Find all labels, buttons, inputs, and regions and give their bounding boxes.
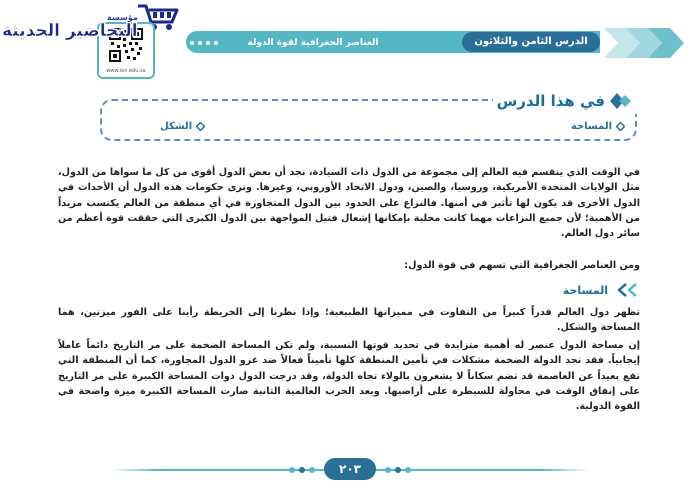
lesson-topic-label: الشكل [160,120,193,132]
lesson-topic-item [571,117,625,135]
diamond-bullet-icon [610,93,632,109]
lesson-topic-label: المساحة [570,120,612,132]
in-this-lesson-title: في هذا الدرس [496,92,605,110]
small-diamond-icon [616,122,625,131]
lead-question: ومن العناصر الجغرافية التي تسهم في قوة الدول: [404,260,640,271]
intro-paragraph: في الوقت الذي ينقسم فيه العالم إلى مجموعة من الدول ذات السيادة، نجد أن بعض الدول أقوى من كل ما سواها من الدول، مثل الولايات المتحدة الأمريكية، وروسيا، والصين، ودول الاتحاد الأوروبي، وغيرها. وترى حكومات هذه الدول أن الأحداث في الدول الأخرى قد يكون لها تأثير في أمنها. فالنزاع على الحدود بين الدول المتجاورة في أي منطقة من العالم يكتسب مزيداً من الأهمية؛ لأن جميع النزاعات مهما كانت محلية بإمكانها إشعال فتيل المواجهة بين الدول الكبرى التي حققت قوة أعظم من سائر دول العالم. [58,167,640,240]
lesson-topic-item [160,117,205,135]
section-paragraph-2: إن مساحة الدول عنصر له أهمية متزايدة في تحديد قوتها النسبية، ولم تكن المساحة الضخمة على مر التاريخ دائماً عاملاً إيجابياً. فقد تجد الدولة الضخمة مشكلات في تأمين المنطقة كلها تأميناً فعالاً ضد غزو الدول المجاورة، كما أن المنطقة التي تقع بعيداً عن العاصمة قد تضم سكاناً لا يشعرون بالولاء تجاه الدولة، وقد درجت الدول ذوات المساحة الكبيرة على مر التاريخ على إنفاق الوقت في محاولة للسيطرة على أراضيها. وبعد الحرب العالمية الثانية صارت المساحة الكبيرة ميزة واضحة في القوة الدولية. [58,340,640,413]
header-dots-decoration [188,40,228,46]
qr-url: www.ien.edu.sa [106,68,146,74]
lesson-number-pill: الدرس الثامن والثلاثون [462,32,600,52]
in-this-lesson-heading [493,88,638,114]
header-topic-title: العناصر الجغرافية لقوة الدولة [247,38,379,48]
lesson-topics-list [160,117,625,135]
section-heading [563,283,640,297]
corner-chevron-decoration [596,22,686,64]
double-chevron-icon [614,283,640,297]
footer-dots-decoration [286,465,318,475]
footer-dots-decoration [382,465,414,475]
watermark-main-text: التحاضير الحديثة [2,21,138,41]
small-diamond-icon [196,122,205,131]
section-title: المساحة [562,283,608,297]
watermark-logo [0,0,185,74]
page-number: ٢٠٣ [324,458,376,480]
section-paragraph-1: تظهر دول العالم قدراً كبيراً من التفاوت في مميزاتها الطبيعية؛ وإذا نظرنا إلى الخريطة رأينا على الفور ميزتين، هما المساحة والشكل. [58,307,640,334]
watermark-small-text: مؤسسة [107,13,138,22]
